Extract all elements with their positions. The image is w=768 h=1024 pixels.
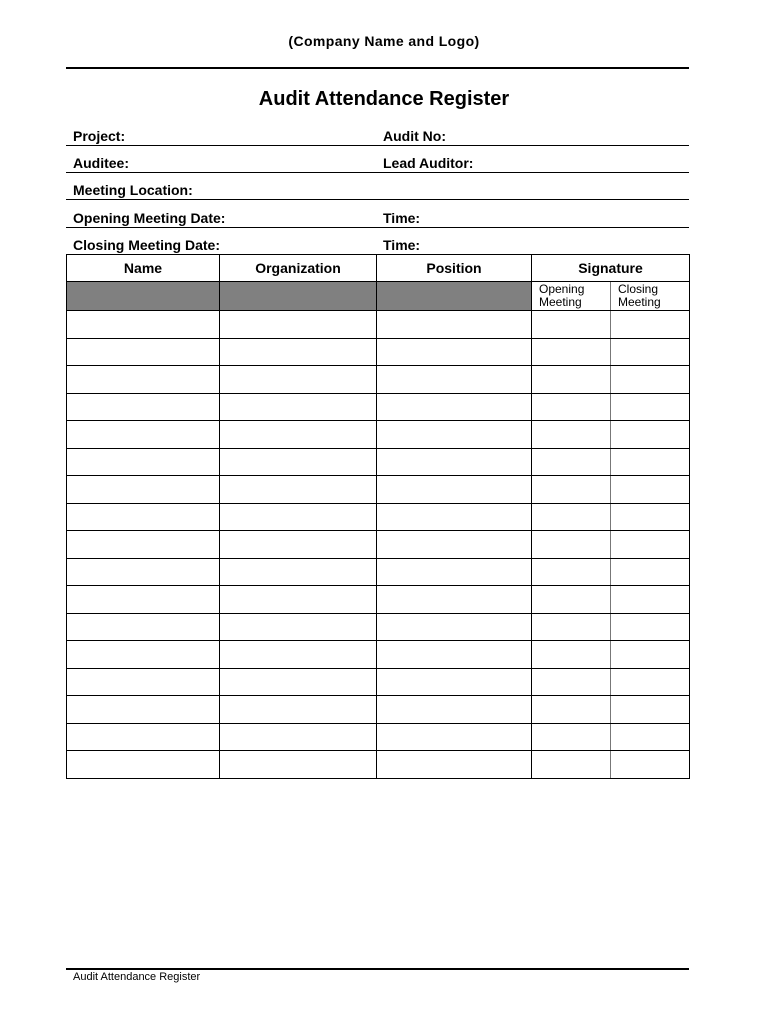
opening-time-label: Time: <box>383 210 421 226</box>
organization-cell[interactable] <box>220 613 377 641</box>
subheader-opening-line2: Meeting <box>539 295 582 309</box>
opening-signature-cell[interactable] <box>532 751 611 779</box>
closing-signature-cell[interactable] <box>611 558 690 586</box>
table-row <box>67 421 690 449</box>
name-cell[interactable] <box>67 751 220 779</box>
organization-cell[interactable] <box>220 586 377 614</box>
opening-signature-cell[interactable] <box>532 503 611 531</box>
closing-signature-cell[interactable] <box>611 586 690 614</box>
closing-signature-cell[interactable] <box>611 503 690 531</box>
organization-cell[interactable] <box>220 393 377 421</box>
shaded-cell <box>67 282 220 311</box>
closing-signature-cell[interactable] <box>611 338 690 366</box>
opening-signature-cell[interactable] <box>532 613 611 641</box>
position-cell[interactable] <box>377 421 532 449</box>
info-row-auditee <box>66 145 689 173</box>
opening-signature-cell[interactable] <box>532 366 611 394</box>
closing-signature-cell[interactable] <box>611 531 690 559</box>
name-cell[interactable] <box>67 448 220 476</box>
table-row <box>67 613 690 641</box>
organization-cell[interactable] <box>220 338 377 366</box>
position-cell[interactable] <box>377 751 532 779</box>
organization-cell[interactable] <box>220 723 377 751</box>
position-cell[interactable] <box>377 448 532 476</box>
position-cell[interactable] <box>377 558 532 586</box>
column-header-signature: Signature <box>532 255 690 282</box>
position-cell[interactable] <box>377 696 532 724</box>
table-row <box>67 696 690 724</box>
auditee-label: Auditee: <box>73 155 129 171</box>
organization-cell[interactable] <box>220 421 377 449</box>
opening-signature-cell[interactable] <box>532 311 611 339</box>
subheader-closing-line1: Closing <box>618 282 659 296</box>
position-cell[interactable] <box>377 393 532 421</box>
opening-signature-cell[interactable] <box>532 668 611 696</box>
closing-signature-cell[interactable] <box>611 668 690 696</box>
table-row <box>67 751 690 779</box>
name-cell[interactable] <box>67 476 220 504</box>
organization-cell[interactable] <box>220 558 377 586</box>
closing-signature-cell[interactable] <box>611 613 690 641</box>
opening-signature-cell[interactable] <box>532 393 611 421</box>
shaded-cell <box>377 282 532 311</box>
name-cell[interactable] <box>67 311 220 339</box>
position-cell[interactable] <box>377 476 532 504</box>
name-cell[interactable] <box>67 338 220 366</box>
opening-signature-cell[interactable] <box>532 558 611 586</box>
opening-signature-cell[interactable] <box>532 531 611 559</box>
column-header-position: Position <box>377 255 532 282</box>
subheader-opening-meeting <box>532 282 611 311</box>
header-divider <box>66 67 689 69</box>
name-cell[interactable] <box>67 723 220 751</box>
position-cell[interactable] <box>377 338 532 366</box>
name-cell[interactable] <box>67 668 220 696</box>
table-row <box>67 558 690 586</box>
footer-text: Audit Attendance Register <box>73 971 201 983</box>
table-row <box>67 393 690 421</box>
closing-signature-cell[interactable] <box>611 476 690 504</box>
name-cell[interactable] <box>67 393 220 421</box>
opening-signature-cell[interactable] <box>532 448 611 476</box>
footer-divider <box>66 968 689 970</box>
closing-signature-cell[interactable] <box>611 393 690 421</box>
info-row-location <box>66 172 689 200</box>
audit-no-label: Audit No: <box>383 128 446 144</box>
position-cell[interactable] <box>377 366 532 394</box>
shaded-cell <box>220 282 377 311</box>
closing-signature-cell[interactable] <box>611 366 690 394</box>
table-row <box>67 448 690 476</box>
organization-cell[interactable] <box>220 531 377 559</box>
organization-cell[interactable] <box>220 476 377 504</box>
organization-cell[interactable] <box>220 311 377 339</box>
name-cell[interactable] <box>67 531 220 559</box>
table-row <box>67 723 690 751</box>
info-row-opening <box>66 200 689 228</box>
opening-meeting-date-label: Opening Meeting Date: <box>73 210 226 226</box>
name-cell[interactable] <box>67 613 220 641</box>
name-cell[interactable] <box>67 641 220 669</box>
closing-signature-cell[interactable] <box>611 311 690 339</box>
name-cell[interactable] <box>67 586 220 614</box>
opening-signature-cell[interactable] <box>532 696 611 724</box>
meeting-location-label: Meeting Location: <box>73 182 193 198</box>
subheader-opening-line1: Opening <box>539 282 585 296</box>
closing-signature-cell[interactable] <box>611 421 690 449</box>
position-cell[interactable] <box>377 503 532 531</box>
project-label: Project: <box>73 128 126 144</box>
table-row <box>67 641 690 669</box>
opening-signature-cell[interactable] <box>532 641 611 669</box>
position-cell[interactable] <box>377 311 532 339</box>
attendance-table <box>66 254 690 779</box>
table-row <box>67 531 690 559</box>
table-row <box>67 311 690 339</box>
position-cell[interactable] <box>377 668 532 696</box>
column-header-name: Name <box>67 255 220 282</box>
table-row <box>67 503 690 531</box>
organization-cell[interactable] <box>220 366 377 394</box>
subheader-row <box>67 282 690 311</box>
subheader-closing-meeting <box>611 282 690 311</box>
opening-signature-cell[interactable] <box>532 586 611 614</box>
organization-cell[interactable] <box>220 696 377 724</box>
opening-signature-cell[interactable] <box>532 476 611 504</box>
closing-time-label: Time: <box>383 237 421 253</box>
closing-signature-cell[interactable] <box>611 641 690 669</box>
table-row <box>67 366 690 394</box>
company-name-placeholder: (Company Name and Logo) <box>288 33 480 49</box>
position-cell[interactable] <box>377 613 532 641</box>
position-cell[interactable] <box>377 641 532 669</box>
name-cell[interactable] <box>67 503 220 531</box>
lead-auditor-label: Lead Auditor: <box>383 155 474 171</box>
closing-signature-cell[interactable] <box>611 751 690 779</box>
name-cell[interactable] <box>67 366 220 394</box>
name-cell[interactable] <box>67 558 220 586</box>
page-title: Audit Attendance Register <box>258 88 510 110</box>
organization-cell[interactable] <box>220 751 377 779</box>
organization-cell[interactable] <box>220 503 377 531</box>
closing-signature-cell[interactable] <box>611 723 690 751</box>
info-row-closing <box>66 227 689 254</box>
position-cell[interactable] <box>377 586 532 614</box>
closing-signature-cell[interactable] <box>611 448 690 476</box>
opening-signature-cell[interactable] <box>532 421 611 449</box>
opening-signature-cell[interactable] <box>532 338 611 366</box>
organization-cell[interactable] <box>220 668 377 696</box>
table-row <box>67 668 690 696</box>
closing-meeting-date-label: Closing Meeting Date: <box>73 237 221 253</box>
position-cell[interactable] <box>377 531 532 559</box>
info-row-project <box>66 118 689 146</box>
subheader-closing-line2: Meeting <box>618 295 661 309</box>
organization-cell[interactable] <box>220 448 377 476</box>
column-header-organization: Organization <box>220 255 377 282</box>
name-cell[interactable] <box>67 696 220 724</box>
table-row <box>67 476 690 504</box>
name-cell[interactable] <box>67 421 220 449</box>
position-cell[interactable] <box>377 723 532 751</box>
organization-cell[interactable] <box>220 641 377 669</box>
table-row <box>67 338 690 366</box>
opening-signature-cell[interactable] <box>532 723 611 751</box>
table-header-row <box>67 255 690 282</box>
closing-signature-cell[interactable] <box>611 696 690 724</box>
table-row <box>67 586 690 614</box>
